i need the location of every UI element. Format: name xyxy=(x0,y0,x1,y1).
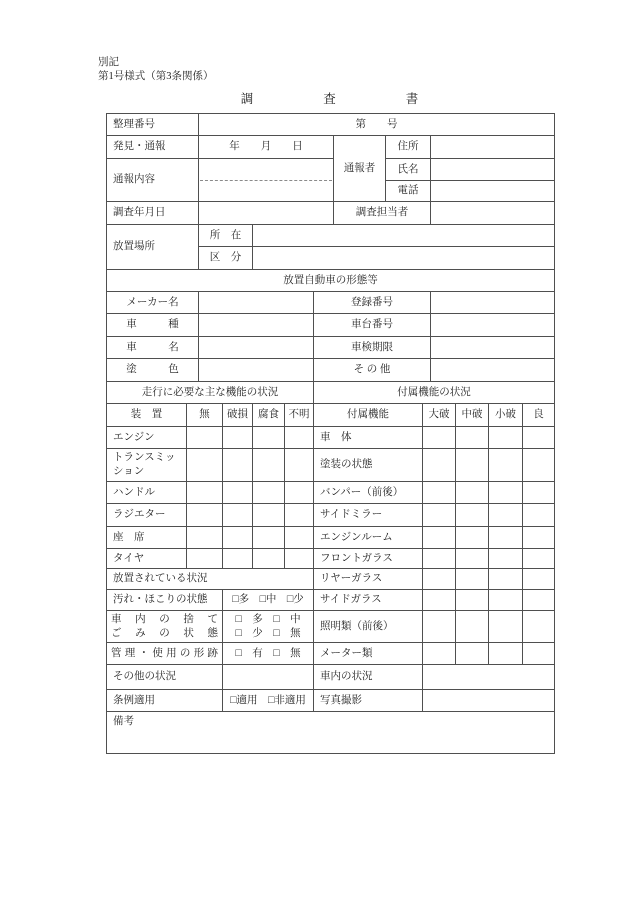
vehicle-other-value[interactable] xyxy=(431,359,554,382)
check-cell[interactable] xyxy=(285,482,314,504)
check-cell[interactable] xyxy=(456,590,489,611)
accessory-row-paint: 塗装の状態 xyxy=(314,449,423,482)
check-cell[interactable] xyxy=(489,504,523,527)
check-cell[interactable] xyxy=(253,504,285,527)
location-category-label: 区 分 xyxy=(199,247,253,270)
form-number: 第1号様式（第3条関係） xyxy=(98,71,214,82)
check-cell[interactable] xyxy=(456,643,489,665)
driving-row-tire: タイヤ xyxy=(107,549,187,569)
check-cell[interactable] xyxy=(253,449,285,482)
check-cell[interactable] xyxy=(456,482,489,504)
check-cell[interactable] xyxy=(456,527,489,549)
location-address-value[interactable] xyxy=(253,225,554,247)
check-cell[interactable] xyxy=(187,549,223,569)
other-situation-value[interactable] xyxy=(223,665,314,690)
remarks-cell[interactable]: 備考 xyxy=(113,716,134,727)
unknown-column-header: 不明 xyxy=(285,404,314,427)
reporter-name-value[interactable] xyxy=(431,159,554,181)
check-cell[interactable] xyxy=(489,590,523,611)
check-cell[interactable] xyxy=(423,549,456,569)
check-cell[interactable] xyxy=(523,527,554,549)
none-column-header: 無 xyxy=(187,404,223,427)
check-cell[interactable] xyxy=(223,504,253,527)
driving-row-handle: ハンドル xyxy=(107,482,187,504)
check-cell[interactable] xyxy=(187,527,223,549)
photo-label: 写真撮影 xyxy=(314,690,423,712)
accessory-row-rear-glass: リヤーガラス xyxy=(314,569,423,590)
check-cell[interactable] xyxy=(285,449,314,482)
check-cell[interactable] xyxy=(456,549,489,569)
check-cell[interactable] xyxy=(489,427,523,449)
damage-column-header: 破損 xyxy=(223,404,253,427)
surveyor-label: 調査担当者 xyxy=(334,202,431,225)
check-cell[interactable] xyxy=(423,569,456,590)
maker-name-label: メーカー名 xyxy=(107,292,199,314)
check-cell[interactable] xyxy=(489,611,523,643)
check-cell[interactable] xyxy=(523,449,554,482)
check-cell[interactable] xyxy=(223,427,253,449)
check-cell[interactable] xyxy=(489,527,523,549)
check-cell[interactable] xyxy=(523,611,554,643)
usage-trace-label xyxy=(107,643,223,665)
reporter-address-label: 住所 xyxy=(386,136,431,159)
chassis-number-value[interactable] xyxy=(431,314,554,337)
serial-number-label: 整理番号 xyxy=(107,114,199,136)
vehicle-type-value[interactable] xyxy=(199,314,314,337)
check-cell[interactable] xyxy=(456,449,489,482)
accessory-condition-header: 付属機能の状況 xyxy=(314,382,554,404)
check-cell[interactable] xyxy=(285,549,314,569)
trash-state-label-line1: 車内の捨て xyxy=(111,613,218,625)
accessory-row-side-glass: サイドガラス xyxy=(314,590,423,611)
minor-damage-column-header: 小破 xyxy=(489,404,523,427)
check-cell[interactable] xyxy=(423,482,456,504)
check-cell[interactable] xyxy=(523,590,554,611)
check-cell[interactable] xyxy=(489,643,523,665)
usage-trace-options[interactable]: □ 有 □ 無 xyxy=(223,643,314,665)
driving-row-seat: 座 席 xyxy=(107,527,187,549)
check-cell[interactable] xyxy=(423,590,456,611)
maker-name-value[interactable] xyxy=(199,292,314,314)
driving-row-transmission: トランスミッション xyxy=(107,449,187,482)
dirt-state-label: 汚れ・ほこりの状態 xyxy=(107,590,223,611)
reporter-address-value[interactable] xyxy=(431,136,554,159)
trash-state-label-line2: ごみの状態 xyxy=(111,628,218,639)
check-cell[interactable] xyxy=(253,427,285,449)
reporter-name-label: 氏名 xyxy=(386,159,431,181)
major-damage-column-header: 大破 xyxy=(423,404,456,427)
check-cell[interactable] xyxy=(285,527,314,549)
interior-state-label: 車内の状況 xyxy=(314,665,423,690)
paint-color-value[interactable] xyxy=(199,359,314,382)
check-cell[interactable] xyxy=(253,549,285,569)
trash-options-line2[interactable]: □ 少 □ 無 xyxy=(235,628,301,639)
other-situation-label: その他の状況 xyxy=(107,665,223,690)
document-title: 調査書 xyxy=(240,92,489,106)
driving-row-engine: エンジン xyxy=(107,427,187,449)
check-cell[interactable] xyxy=(523,427,554,449)
check-cell[interactable] xyxy=(456,504,489,527)
abandoned-situation-label: 放置されている状況 xyxy=(107,569,314,590)
registration-number-value[interactable] xyxy=(431,292,554,314)
medium-damage-column-header: 中破 xyxy=(456,404,489,427)
check-cell[interactable] xyxy=(489,569,523,590)
check-cell[interactable] xyxy=(253,482,285,504)
vehicle-name-value[interactable] xyxy=(199,337,314,359)
check-cell[interactable] xyxy=(489,449,523,482)
attachment-note: 別記 xyxy=(98,57,119,68)
dirt-state-options[interactable]: □多 □中 □少 xyxy=(223,590,314,611)
check-cell[interactable] xyxy=(423,449,456,482)
photo-value[interactable] xyxy=(423,690,554,712)
reporter-label: 通報者 xyxy=(334,136,386,202)
trash-state-options[interactable] xyxy=(223,611,314,643)
device-column-header: 装 置 xyxy=(107,404,187,427)
check-cell[interactable] xyxy=(456,611,489,643)
location-category-value[interactable] xyxy=(253,247,554,270)
accessory-row-body: 車 体 xyxy=(314,427,423,449)
registration-number-label: 登録番号 xyxy=(314,292,431,314)
check-cell[interactable] xyxy=(523,504,554,527)
check-cell[interactable] xyxy=(423,527,456,549)
ordinance-label: 条例適用 xyxy=(107,690,223,712)
accessory-row-meters: メーター類 xyxy=(314,643,423,665)
report-content-label: 通報内容 xyxy=(107,159,199,202)
ordinance-options[interactable]: □適用 □非適用 xyxy=(223,690,314,712)
check-cell[interactable] xyxy=(489,549,523,569)
location-label: 放置場所 xyxy=(107,225,199,270)
check-cell[interactable] xyxy=(223,449,253,482)
accessory-row-front-glass: フロントガラス xyxy=(314,549,423,569)
check-cell[interactable] xyxy=(523,549,554,569)
check-cell[interactable] xyxy=(489,482,523,504)
driving-row-radiator: ラジエター xyxy=(107,504,187,527)
trash-options-line1[interactable]: □ 多 □ 中 xyxy=(235,613,301,625)
good-column-header: 良 xyxy=(523,404,554,427)
check-cell[interactable] xyxy=(523,482,554,504)
vehicle-type-label: 車 種 xyxy=(107,314,199,337)
vehicle-name-label: 車 名 xyxy=(107,337,199,359)
reporter-phone-label: 電話 xyxy=(386,181,431,202)
vehicle-section-header: 放置自動車の形態等 xyxy=(107,270,554,292)
accessory-row-engine-room: エンジンルーム xyxy=(314,527,423,549)
location-address-label: 所 在 xyxy=(199,225,253,247)
document-header xyxy=(98,56,214,84)
check-cell[interactable] xyxy=(423,427,456,449)
serial-number-value[interactable]: 第 号 xyxy=(199,114,554,136)
check-cell[interactable] xyxy=(285,504,314,527)
check-cell[interactable] xyxy=(523,643,554,665)
check-cell[interactable] xyxy=(423,643,456,665)
check-cell[interactable] xyxy=(456,569,489,590)
check-cell[interactable] xyxy=(523,569,554,590)
inspection-expiry-label: 車検期限 xyxy=(314,337,431,359)
check-cell[interactable] xyxy=(223,527,253,549)
accessory-column-header: 付属機能 xyxy=(314,404,423,427)
accessory-row-bumper: バンパー（前後） xyxy=(314,482,423,504)
dotted-divider xyxy=(200,180,332,181)
inspection-expiry-value[interactable] xyxy=(431,337,554,359)
surveyor-value[interactable] xyxy=(431,202,554,225)
survey-form-table xyxy=(106,113,555,754)
check-cell[interactable] xyxy=(423,611,456,643)
check-cell[interactable] xyxy=(285,427,314,449)
usage-trace-label-text: 管理・使用の形跡 xyxy=(111,647,218,659)
check-cell[interactable] xyxy=(456,427,489,449)
check-cell[interactable] xyxy=(187,449,223,482)
trash-state-label xyxy=(107,611,223,643)
driving-condition-header: 走行に必要な主な機能の状況 xyxy=(107,382,314,404)
discovery-report-label: 発見・通報 xyxy=(107,136,199,159)
check-cell[interactable] xyxy=(223,549,253,569)
paint-color-label: 塗 色 xyxy=(107,359,199,382)
corrosion-column-header: 腐食 xyxy=(253,404,285,427)
reporter-phone-value[interactable] xyxy=(431,181,554,202)
check-cell[interactable] xyxy=(223,482,253,504)
accessory-row-side-mirror: サイドミラー xyxy=(314,504,423,527)
interior-state-value[interactable] xyxy=(423,665,554,690)
check-cell[interactable] xyxy=(187,482,223,504)
title-row xyxy=(106,92,553,108)
check-cell[interactable] xyxy=(187,504,223,527)
survey-date-label: 調査年月日 xyxy=(107,202,199,225)
discovery-date-value[interactable]: 年 月 日 xyxy=(199,136,334,159)
vehicle-other-label: そ の 他 xyxy=(314,359,431,382)
check-cell[interactable] xyxy=(253,527,285,549)
check-cell[interactable] xyxy=(423,504,456,527)
report-content-value[interactable] xyxy=(199,159,334,202)
accessory-row-lights: 照明類（前後） xyxy=(314,611,423,643)
survey-date-value[interactable] xyxy=(199,202,334,225)
check-cell[interactable] xyxy=(187,427,223,449)
chassis-number-label: 車台番号 xyxy=(314,314,431,337)
